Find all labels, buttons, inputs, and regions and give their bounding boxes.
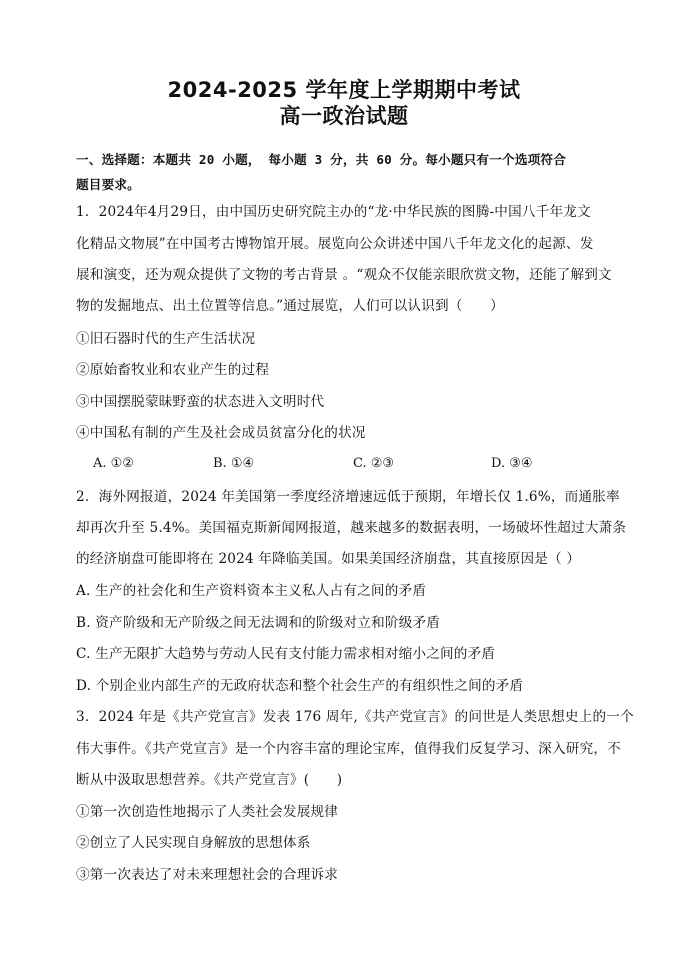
section-heading: 一、选择题：本题共 20 小题， 每小题 3 分，共 60 分。每小题只有一个选项符合 [76,152,566,167]
q1-option-d: D. ③④ [491,456,533,471]
q1-line: 1．2024年4月29日，由中国历史研究院主办的“龙·中华民族的图腾-中国八千年龙文 [76,204,591,220]
q3-item: ②创立了人民实现自身解放的思想体系 [76,835,311,851]
q1-option-b: B. ①④ [213,456,255,471]
q3-line: 伟大事件。《共产党宣言》是一个内容丰富的理论宝库，值得我们反复学习、深入研究，不 [76,741,621,757]
q1-item: ④中国私有制的产生及社会成员贫富分化的状况 [76,425,366,441]
q1-item: ②原始畜牧业和农业产生的过程 [76,362,270,378]
q2-option-a: A. 生产的社会化和生产资料资本主义私人占有之间的矛盾 [76,583,427,599]
section-heading-cont: 题目要求。 [76,177,140,192]
q1-line: 物的发掘地点、出土位置等信息。”通过展览，人们可以认识到（ ） [76,298,504,314]
q1-item: ①旧石器时代的生产生活状况 [76,331,256,347]
q1-item: ③中国摆脱蒙昧野蛮的状态进入文明时代 [76,394,325,410]
q2-option-b: B. 资产阶级和无产阶级之间无法调和的阶级对立和阶级矛盾 [76,615,441,631]
q2-line: 2．海外网报道，2024 年美国第一季度经济增速远低于预期，年增长仅 1.6%，而通胀率 [76,489,620,505]
q3-item: ③第一次表达了对未来理想社会的合理诉求 [76,867,339,883]
q2-line: 却再次升至 5.4%。美国福克斯新闻网报道，越来越多的数据表明，一场破坏性超过大萧条 [76,520,627,536]
q2-option-d: D. 个别企业内部生产的无政府状态和整个社会生产的有组织性之间的矛盾 [76,678,524,694]
exam-subtitle: 高一政治试题 [279,104,409,128]
q2-line: 的经济崩盘可能即将在 2024 年降临美国。如果美国经济崩盘，其直接原因是（ ） [76,551,581,567]
q1-line: 化精品文物展”在中国考古博物馆开展。展览向公众讲述中国八千年龙文化的起源、发 [76,236,594,252]
q1-option-c: C. ②③ [353,456,395,471]
exam-title: 2024-2025 学年度上学期期中考试 [167,78,521,102]
q1-line: 展和演变，还为观众提供了文物的考古背景 。“观众不仅能亲眼欣赏文物，还能了解到文 [76,267,612,283]
q1-option-a: A. ①② [93,456,134,471]
q3-item: ①第一次创造性地揭示了人类社会发展规律 [76,804,339,820]
q3-line: 断从中汲取思想营养。《共产党宣言》( ) [76,772,343,788]
q2-option-c: C. 生产无限扩大趋势与劳动人民有支付能力需求相对缩小之间的矛盾 [76,646,496,662]
q3-line: 3．2024 年是《共产党宣言》发表 176 周年,《共产党宣言》的问世是人类思想史上的一个 [76,709,634,725]
